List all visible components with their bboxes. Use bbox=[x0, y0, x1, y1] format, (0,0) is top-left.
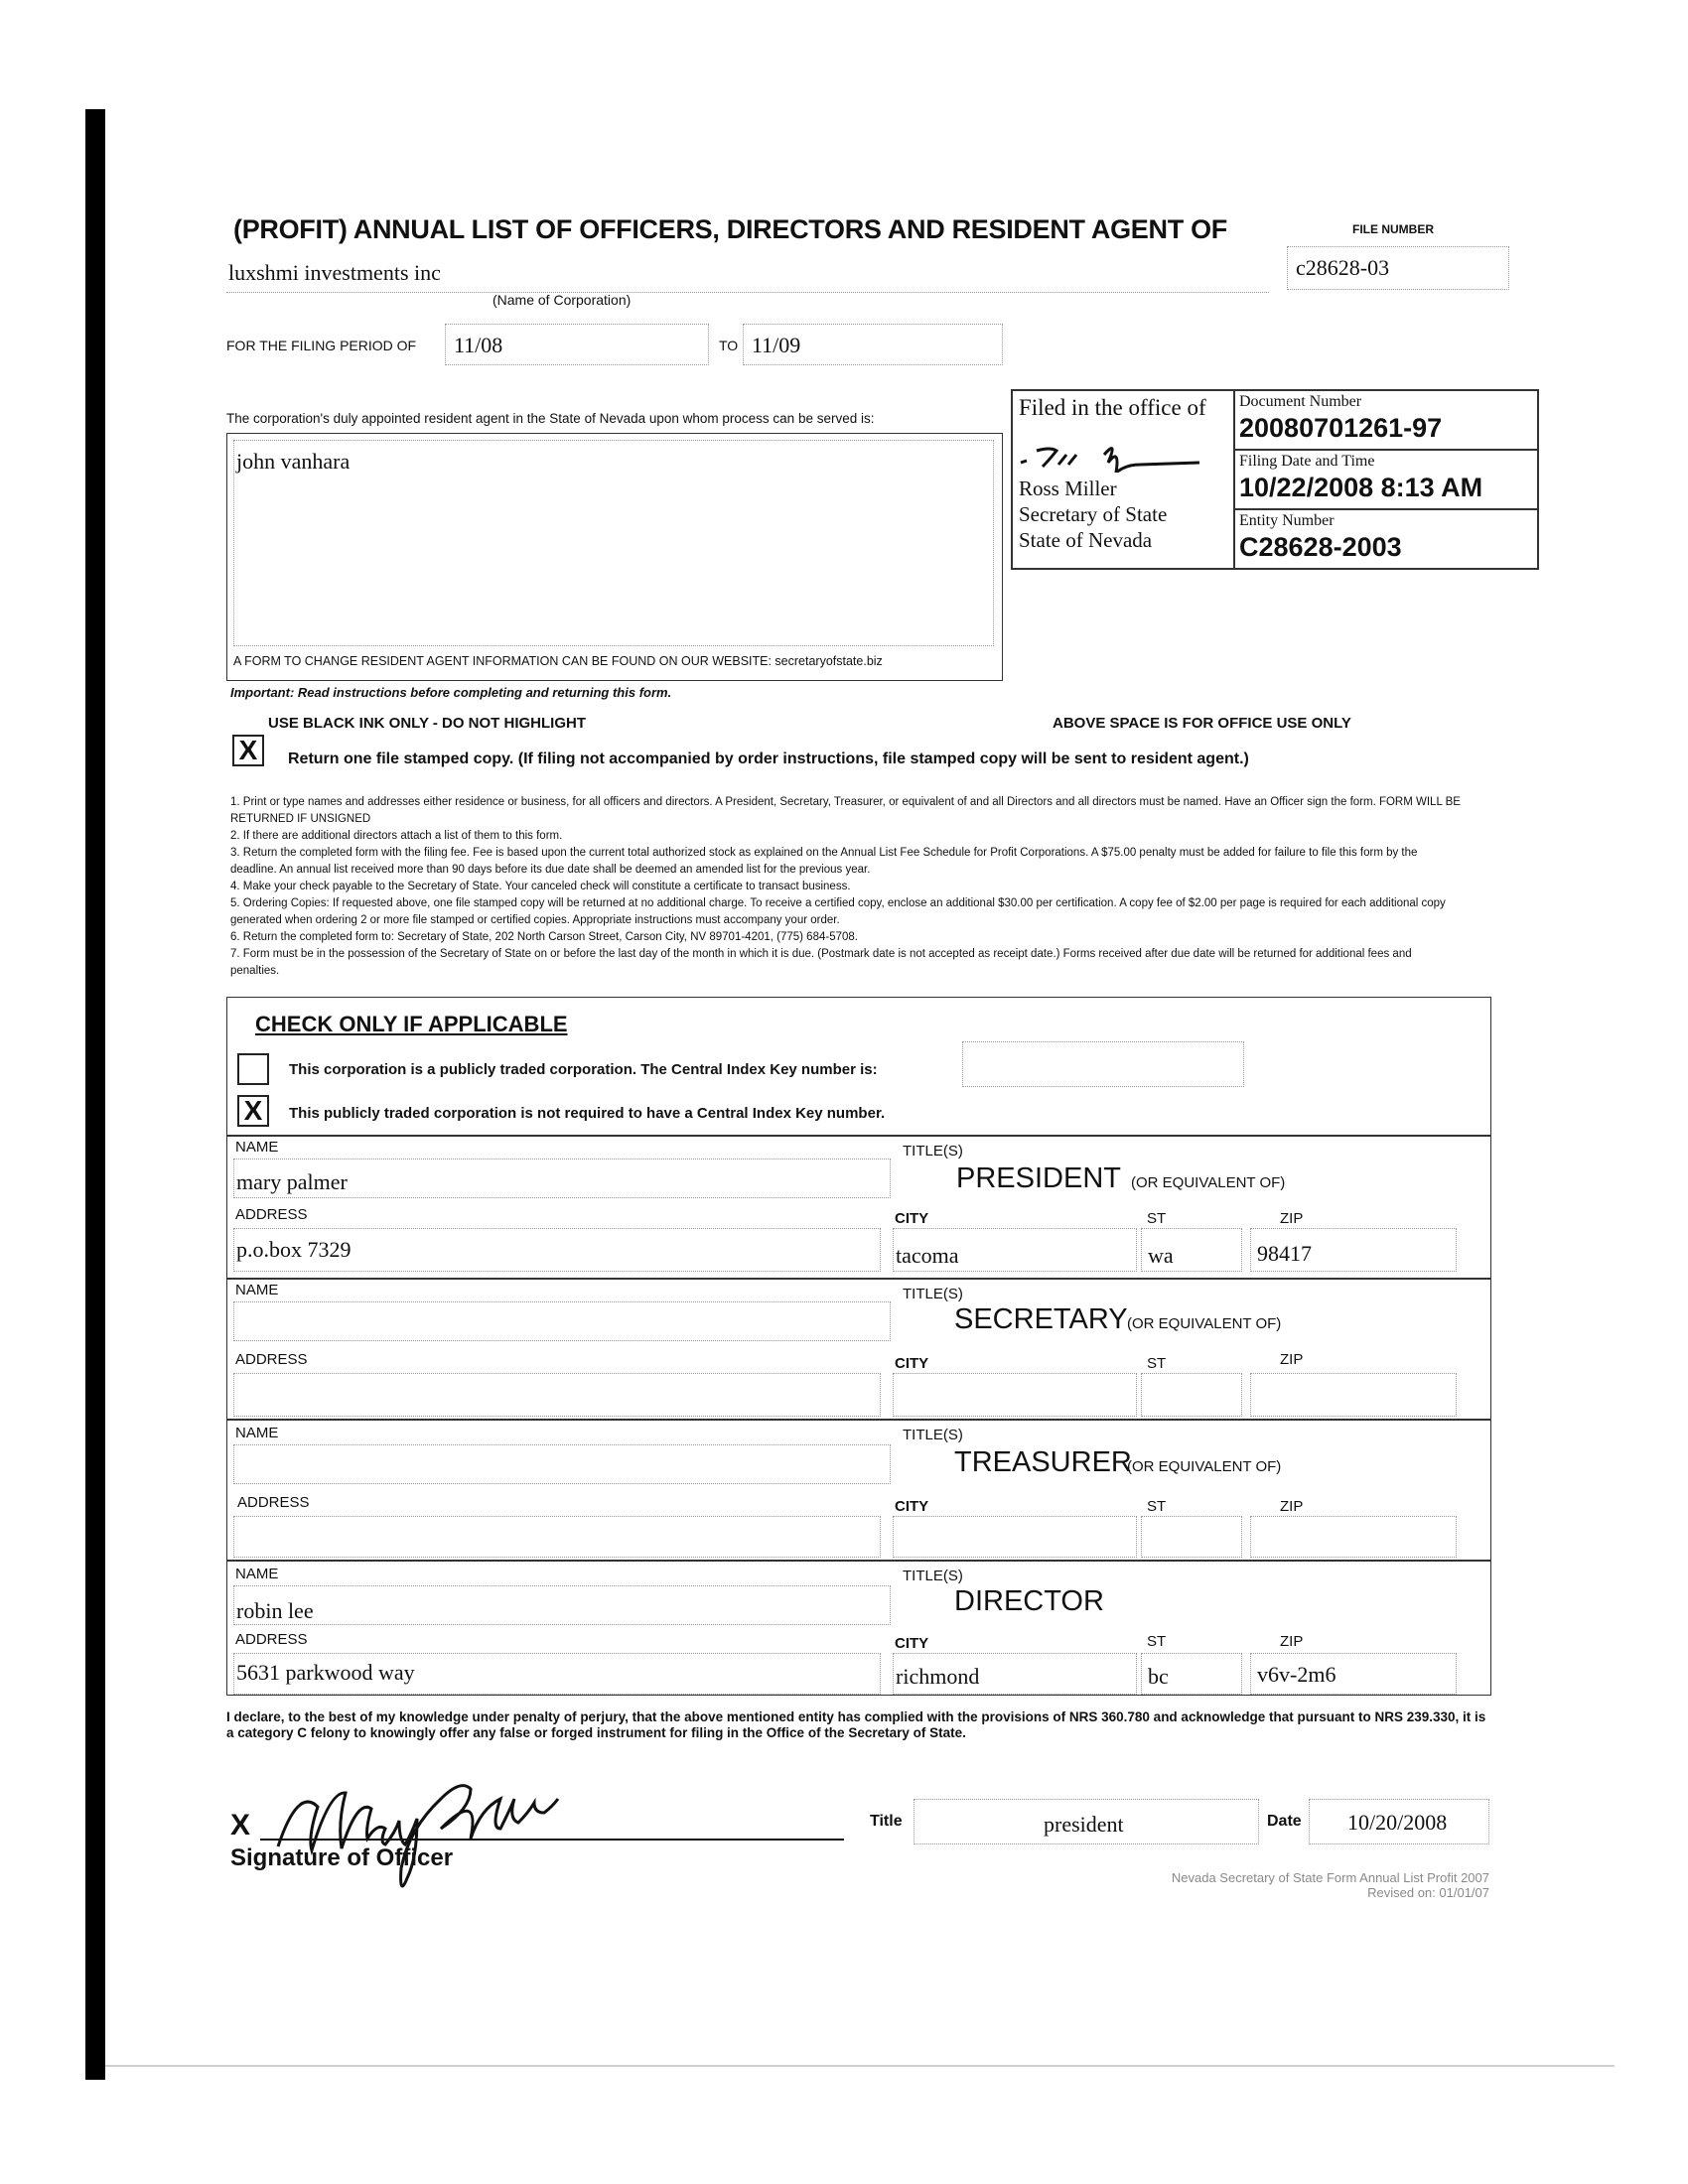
name-label: NAME bbox=[235, 1425, 279, 1441]
signature-title-value: president bbox=[1044, 1812, 1124, 1837]
entity-number-value: C28628-2003 bbox=[1239, 532, 1402, 562]
officer-city-field[interactable] bbox=[893, 1516, 1137, 1558]
city-label: CITY bbox=[895, 1498, 929, 1515]
officer-zip-field[interactable] bbox=[1250, 1373, 1457, 1417]
name-label: NAME bbox=[235, 1566, 279, 1582]
publicly-traded-checkbox[interactable] bbox=[237, 1053, 269, 1085]
name-label: NAME bbox=[235, 1139, 279, 1156]
signature-x-mark: X bbox=[230, 1809, 251, 1842]
signature-label: Signature of Officer bbox=[230, 1844, 454, 1871]
signature-date-value: 10/20/2008 bbox=[1347, 1810, 1448, 1835]
resident-agent-footer: A FORM TO CHANGE RESIDENT AGENT INFORMATION CAN BE FOUND ON OUR WEBSITE: secretaryofstate.biz bbox=[233, 654, 883, 668]
signer-name: Ross Miller bbox=[1019, 477, 1117, 500]
publicly-traded-text: This corporation is a publicly traded corporation. The Central Index Key number is: bbox=[289, 1061, 878, 1078]
return-copy-checkbox[interactable]: X bbox=[232, 735, 264, 766]
instruction-item: 5. Ordering Copies: If requested above, one file stamped copy will be returned at no additional charge. To receive a certified copy, enclose an additional $30.00 per certification. A copy fee of $2.00 per page is required for each additional copy generated when ordering 2 or more file stamped or certified copies. Appropriate instructions must accompany your order. bbox=[230, 897, 1446, 926]
officer-st-field[interactable] bbox=[1141, 1228, 1242, 1272]
period-to-field[interactable] bbox=[743, 324, 1003, 365]
period-from-field[interactable] bbox=[445, 324, 709, 365]
resident-agent-label: The corporation's duly appointed resident agent in the State of Nevada upon whom process can be served is: bbox=[226, 411, 875, 426]
zip-label: ZIP bbox=[1280, 1351, 1304, 1368]
signature-date-field[interactable] bbox=[1309, 1799, 1489, 1844]
equivalent-label: (OR EQUIVALENT OF) bbox=[1127, 1315, 1282, 1332]
instruction-item: 6. Return the completed form to: Secretary of State, 202 North Carson Street, Carson City, NV 89701-4201, (775) 684-5708. bbox=[230, 931, 858, 943]
officer-st-field[interactable] bbox=[1141, 1373, 1242, 1417]
officer-address-field[interactable] bbox=[233, 1653, 881, 1695]
officers-box bbox=[226, 997, 1491, 1696]
officer-address-field[interactable] bbox=[233, 1228, 881, 1272]
officer-city-field[interactable] bbox=[893, 1228, 1137, 1272]
officer-zip-field[interactable] bbox=[1250, 1228, 1457, 1272]
signature-line bbox=[260, 1839, 844, 1841]
officer-st-value: bc bbox=[1148, 1664, 1169, 1689]
declaration-text: I declare, to the best of my knowledge under penalty of perjury, that the above mentioned entity has complied with the provisions of NRS 360.780 and acknowledge that pursuant to NRS 239.330, it is a category C felony to knowingly offer any false or forged instrument for filing in the Office of the Secretary of State. bbox=[226, 1709, 1486, 1740]
corporation-name-field[interactable] bbox=[226, 254, 1269, 293]
form-title: (PROFIT) ANNUAL LIST OF OFFICERS, DIRECTORS AND RESIDENT AGENT OF bbox=[233, 214, 1228, 244]
office-use-note: ABOVE SPACE IS FOR OFFICE USE ONLY bbox=[1053, 715, 1351, 732]
form-version-line1: Nevada Secretary of State Form Annual List Profit 2007 bbox=[1171, 1870, 1489, 1885]
officer-title: DIRECTOR bbox=[954, 1585, 1104, 1617]
document-number-label: Document Number bbox=[1239, 393, 1362, 410]
black-ink-note: USE BLACK INK ONLY - DO NOT HIGHLIGHT bbox=[268, 715, 587, 732]
officer-city-value: tacoma bbox=[896, 1243, 959, 1268]
city-label: CITY bbox=[895, 1210, 929, 1227]
title-label: Title bbox=[870, 1813, 903, 1830]
date-label: Date bbox=[1267, 1813, 1302, 1830]
resident-agent-field[interactable] bbox=[233, 440, 994, 646]
resident-agent-name: john vanhara bbox=[236, 449, 351, 474]
officer-section-director bbox=[227, 1560, 1490, 1697]
period-to-value: 11/09 bbox=[752, 333, 801, 357]
filed-stamp-signer bbox=[1013, 391, 1235, 568]
document-number-row bbox=[1235, 391, 1537, 451]
officer-name-value: mary palmer bbox=[236, 1169, 348, 1194]
file-number-value: c28628-03 bbox=[1296, 255, 1390, 280]
file-number-field[interactable] bbox=[1287, 246, 1509, 290]
officer-name-value: robin lee bbox=[236, 1598, 314, 1623]
filing-date-value: 10/22/2008 8:13 AM bbox=[1239, 473, 1483, 502]
zip-label: ZIP bbox=[1280, 1210, 1304, 1227]
filing-period-label: FOR THE FILING PERIOD OF bbox=[226, 338, 417, 353]
form-version-line2: Revised on: 01/01/07 bbox=[1367, 1885, 1489, 1900]
zip-label: ZIP bbox=[1280, 1633, 1304, 1650]
address-label: ADDRESS bbox=[235, 1351, 308, 1368]
zip-label: ZIP bbox=[1280, 1498, 1304, 1515]
titles-label: TITLE(S) bbox=[903, 1143, 963, 1160]
st-label: ST bbox=[1147, 1355, 1167, 1372]
not-required-checkbox[interactable]: X bbox=[237, 1095, 269, 1127]
titles-label: TITLE(S) bbox=[903, 1286, 963, 1302]
corporation-name-value: luxshmi investments inc bbox=[228, 260, 441, 285]
officer-section-treasurer bbox=[227, 1419, 1490, 1562]
address-label: ADDRESS bbox=[235, 1631, 308, 1648]
scan-edge-bar bbox=[85, 109, 105, 2080]
equivalent-label: (OR EQUIVALENT OF) bbox=[1131, 1174, 1286, 1191]
officer-title: TREASURER bbox=[954, 1446, 1132, 1478]
resident-agent-box bbox=[226, 433, 1003, 681]
city-label: CITY bbox=[895, 1355, 929, 1372]
address-label: ADDRESS bbox=[237, 1494, 310, 1511]
city-label: CITY bbox=[895, 1635, 929, 1652]
instructions-list bbox=[230, 794, 1462, 980]
document-number-value: 20080701261-97 bbox=[1239, 413, 1443, 443]
filed-in-label: Filed in the office of bbox=[1019, 395, 1206, 420]
st-label: ST bbox=[1147, 1210, 1167, 1227]
officer-st-field[interactable] bbox=[1141, 1653, 1242, 1695]
officer-zip-value: 98417 bbox=[1257, 1241, 1312, 1266]
cik-number-field[interactable] bbox=[962, 1041, 1244, 1087]
officer-title: SECRETARY bbox=[954, 1303, 1128, 1335]
address-label: ADDRESS bbox=[235, 1206, 308, 1223]
signer-state: State of Nevada bbox=[1019, 528, 1153, 552]
st-label: ST bbox=[1147, 1498, 1167, 1515]
officer-title: PRESIDENT bbox=[956, 1162, 1121, 1194]
officer-city-value: richmond bbox=[896, 1664, 980, 1689]
filed-stamp-box bbox=[1011, 389, 1539, 570]
important-note: Important: Read instructions before completing and returning this form. bbox=[230, 685, 672, 700]
officer-zip-value: v6v-2m6 bbox=[1257, 1662, 1336, 1687]
officer-zip-field[interactable] bbox=[1250, 1516, 1457, 1558]
officer-city-field[interactable] bbox=[893, 1653, 1137, 1695]
not-required-text: This publicly traded corporation is not required to have a Central Index Key number. bbox=[289, 1105, 886, 1122]
officer-st-field[interactable] bbox=[1141, 1516, 1242, 1558]
signer-title: Secretary of State bbox=[1019, 502, 1168, 526]
secretary-signature-image bbox=[1013, 431, 1233, 473]
titles-label: TITLE(S) bbox=[903, 1568, 963, 1584]
equivalent-label: (OR EQUIVALENT OF) bbox=[1127, 1458, 1282, 1475]
period-from-value: 11/08 bbox=[454, 333, 503, 357]
entity-number-label: Entity Number bbox=[1239, 512, 1335, 529]
officer-address-value: 5631 parkwood way bbox=[236, 1660, 415, 1685]
check-section-heading: CHECK ONLY IF APPLICABLE bbox=[255, 1012, 568, 1036]
instruction-item: 4. Make your check payable to the Secretary of State. Your canceled check will constitute a certificate to transact business. bbox=[230, 881, 851, 892]
instruction-item: 2. If there are additional directors attach a list of them to this form. bbox=[230, 830, 563, 842]
form-version-footer bbox=[1112, 1870, 1489, 1900]
officer-city-field[interactable] bbox=[893, 1373, 1137, 1417]
to-label: TO bbox=[719, 338, 739, 353]
officer-address-field[interactable] bbox=[233, 1516, 881, 1558]
instruction-item: 7. Form must be in the possession of the Secretary of State on or before the last day of the month in which it is due. (Postmark date is not accepted as receipt date.) Forms received after due date will be returned for additional fees and penalties. bbox=[230, 948, 1412, 977]
officer-st-value: wa bbox=[1148, 1243, 1174, 1268]
filing-date-label: Filing Date and Time bbox=[1239, 453, 1375, 470]
officer-name-field[interactable] bbox=[233, 1159, 891, 1198]
entity-number-row bbox=[1235, 510, 1537, 566]
officer-signature-image bbox=[248, 1757, 725, 1906]
corporation-name-label: (Name of Corporation) bbox=[492, 292, 632, 308]
signature-title-field[interactable] bbox=[914, 1799, 1259, 1844]
officer-address-field[interactable] bbox=[233, 1373, 881, 1417]
return-copy-text: Return one file stamped copy. (If filing not accompanied by order instructions, file stamped copy will be sent to resident agent.) bbox=[288, 751, 1249, 767]
file-number-label: FILE NUMBER bbox=[1352, 222, 1434, 236]
officer-name-field[interactable] bbox=[233, 1444, 891, 1484]
officer-section-president bbox=[227, 1135, 1490, 1280]
name-label: NAME bbox=[235, 1282, 279, 1298]
instruction-item: 1. Print or type names and addresses either residence or business, for all officers and directors. A President, Secretary, Treasurer, or equivalent of and all Directors and all directors must be named. Have an Officer sign the form. FORM WILL BE RETURNED IF UNSIGNED bbox=[230, 796, 1461, 825]
officer-zip-field[interactable] bbox=[1250, 1653, 1457, 1695]
instruction-item: 3. Return the completed form with the filing fee. Fee is based upon the current total authorized stock as explained on the Annual List Fee Schedule for Profit Corporations. A $75.00 penalty must be added for failure to file this form by the deadline. An annual list received more than 90 days before its due date shall be deemed an amended list for the previous year. bbox=[230, 847, 1418, 876]
filing-date-row bbox=[1235, 451, 1537, 510]
officer-address-value: p.o.box 7329 bbox=[236, 1237, 352, 1262]
scan-line bbox=[105, 2065, 1615, 2067]
titles-label: TITLE(S) bbox=[903, 1427, 963, 1443]
officer-section-secretary bbox=[227, 1278, 1490, 1421]
officer-name-field[interactable] bbox=[233, 1301, 891, 1341]
st-label: ST bbox=[1147, 1633, 1167, 1650]
officer-name-field[interactable] bbox=[233, 1585, 891, 1625]
